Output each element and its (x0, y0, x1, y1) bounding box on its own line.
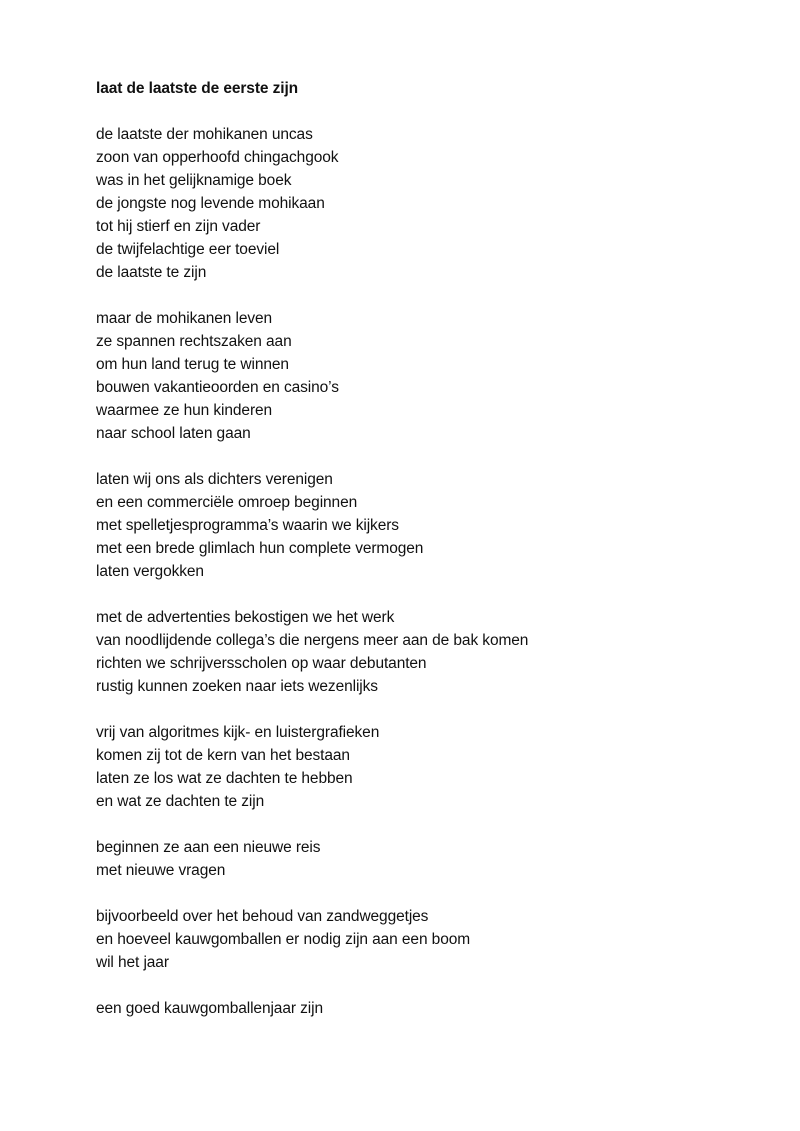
stanza-7 (96, 905, 756, 974)
poem-line: komen zij tot de kern van het bestaan (96, 747, 350, 764)
stanza-5 (96, 721, 756, 813)
poem-line: wil het jaar (96, 954, 169, 971)
poem-line: om hun land terug te winnen (96, 356, 289, 373)
poem-line: van noodlijdende collega’s die nergens meer aan de bak komen (96, 632, 529, 649)
poem-line: was in het gelijknamige boek (96, 172, 292, 189)
poem-line: met een brede glimlach hun complete vermogen (96, 540, 424, 557)
poem-line: laten vergokken (96, 563, 204, 580)
poem-line: vrij van algoritmes kijk- en luistergrafieken (96, 724, 380, 741)
poem-line: bijvoorbeeld over het behoud van zandweggetjes (96, 908, 429, 925)
poem-line: en een commerciële omroep beginnen (96, 494, 358, 511)
poem-page (96, 77, 756, 1043)
poem-line: rustig kunnen zoeken naar iets wezenlijks (96, 678, 378, 695)
poem-line: met spelletjesprogramma’s waarin we kijkers (96, 517, 399, 534)
poem-line: waarmee ze hun kinderen (96, 402, 273, 419)
stanza-3 (96, 468, 756, 583)
poem-line: naar school laten gaan (96, 425, 251, 442)
stanza-1 (96, 123, 756, 284)
poem-line: met de advertenties bekostigen we het werk (96, 609, 395, 626)
poem-line: de laatste te zijn (96, 264, 207, 281)
poem-line: de jongste nog levende mohikaan (96, 195, 325, 212)
stanza-6 (96, 836, 756, 882)
poem-line: en wat ze dachten te zijn (96, 793, 265, 810)
poem-line: de laatste der mohikanen uncas (96, 126, 313, 143)
poem-line: tot hij stierf en zijn vader (96, 218, 261, 235)
poem-line: ze spannen rechtszaken aan (96, 333, 292, 350)
stanza-2 (96, 307, 756, 445)
poem-line: bouwen vakantieoorden en casino’s (96, 379, 339, 396)
poem-line: een goed kauwgomballenjaar zijn (96, 1000, 323, 1017)
stanza-4 (96, 606, 756, 698)
poem-line: maar de mohikanen leven (96, 310, 273, 327)
stanza-8 (96, 997, 756, 1020)
poem-title: laat de laatste de eerste zijn (96, 80, 299, 97)
poem-line: en hoeveel kauwgomballen er nodig zijn aan een boom (96, 931, 471, 948)
poem-line: de twijfelachtige eer toeviel (96, 241, 280, 258)
poem-line: richten we schrijversscholen op waar debutanten (96, 655, 427, 672)
poem-line: met nieuwe vragen (96, 862, 226, 879)
poem-line: beginnen ze aan een nieuwe reis (96, 839, 321, 856)
poem-line: laten ze los wat ze dachten te hebben (96, 770, 353, 787)
poem-line: zoon van opperhoofd chingachgook (96, 149, 339, 166)
poem-line: laten wij ons als dichters verenigen (96, 471, 333, 488)
